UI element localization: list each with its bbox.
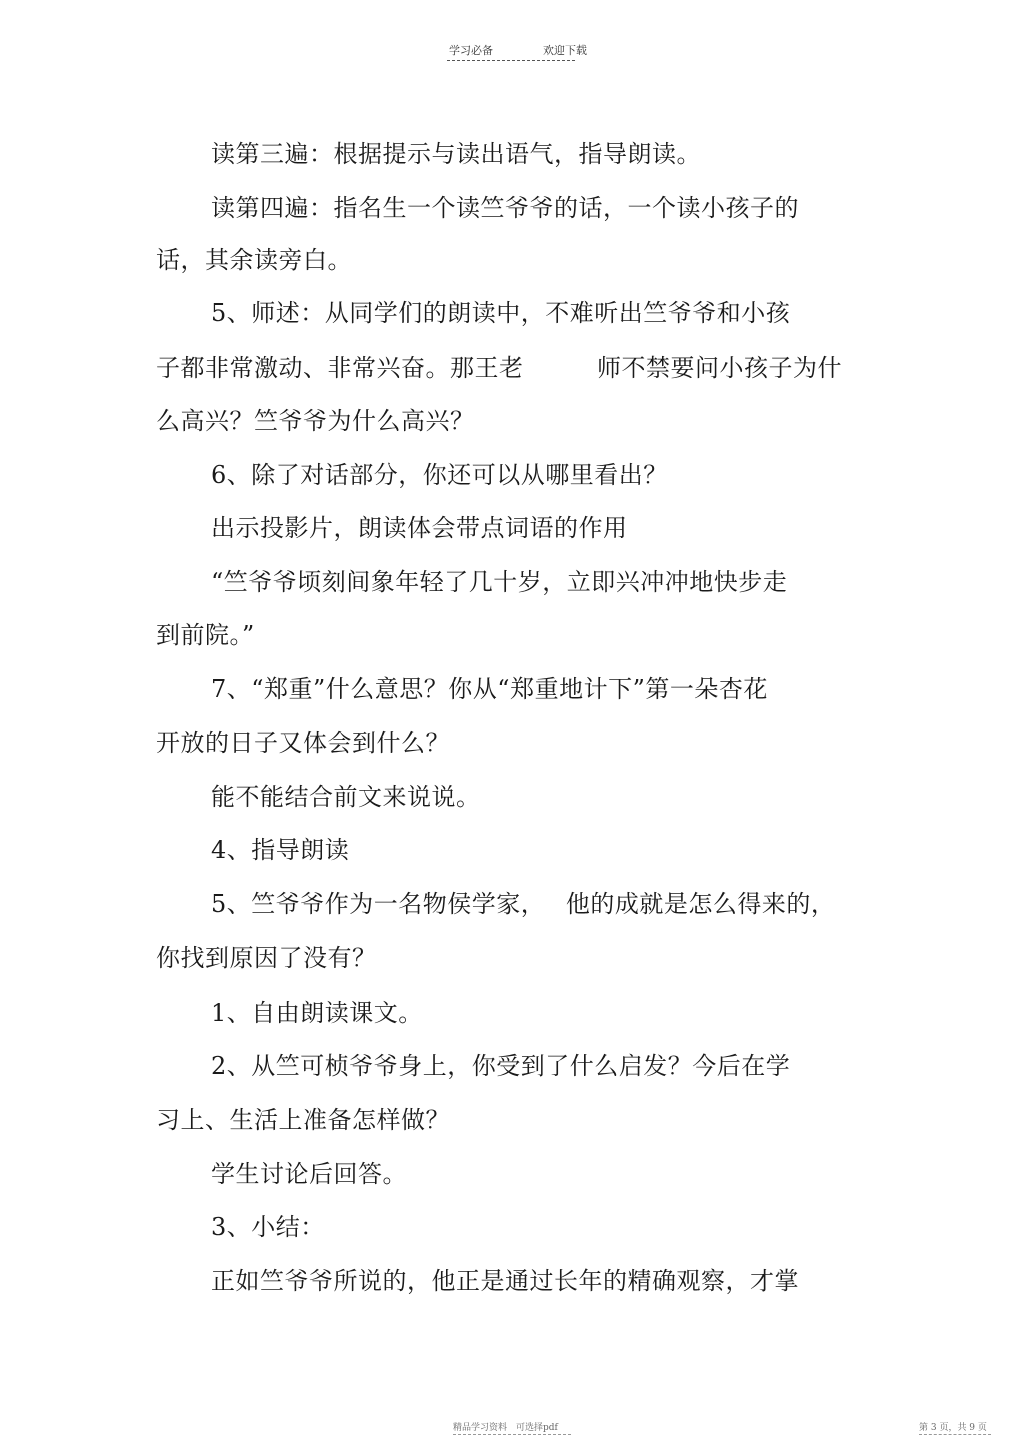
text-line: 1、自由朗读课文。 [211, 999, 423, 1027]
text-line: 习上、生活上准备怎样做？ [156, 1106, 450, 1134]
text-line: 3、小结： [211, 1213, 325, 1241]
text-line: 你找到原因了没有？ [156, 944, 377, 972]
text-line: 学生讨论后回答。 [211, 1160, 407, 1188]
text-line: 出示投影片，朗读体会带点词语的作用 [211, 514, 628, 542]
footer-left-divider [453, 1434, 571, 1435]
text-line: “竺爷爷顷刻间象年轻了几十岁，立即兴冲冲地快步走 [211, 568, 788, 596]
header-left-text: 学习必备 [449, 44, 493, 57]
text-line: 2、从竺可桢爷爷身上，你受到了什么启发？今后在学 [211, 1052, 791, 1080]
text-line: 读第四遍：指名生一个读竺爷爷的话，一个读小孩子的 [211, 194, 799, 222]
footer-left-text: 精品学习资料 可选择pdf [453, 1423, 558, 1433]
header-divider [447, 60, 575, 61]
footer-right-divider [919, 1434, 991, 1435]
text-line: 7、“郑重”什么意思？你从“郑重地计下”第一朵杏花 [211, 675, 768, 703]
page-header [449, 42, 587, 58]
text-line: 到前院。” [156, 621, 255, 649]
header-right-text: 欢迎下载 [543, 44, 587, 57]
text-line: 5、师述：从同学们的朗读中，不难听出竺爷爷和小孩 [211, 299, 791, 327]
text-line: 4、指导朗读 [211, 836, 350, 864]
text-line: 正如竺爷爷所说的，他正是通过长年的精确观察，才掌 [211, 1267, 799, 1295]
text-line: 读第三遍：根据提示与读出语气，指导朗读。 [211, 140, 701, 168]
text-line: 开放的日子又体会到什么？ [156, 729, 450, 757]
text-line: 话，其余读旁白。 [156, 246, 352, 274]
text-line: 5、竺爷爷作为一名物侯学家， 他的成就是怎么得来的， [211, 890, 836, 918]
text-line: 6、除了对话部分，你还可以从哪里看出？ [211, 461, 668, 489]
text-line: 么高兴？竺爷爷为什么高兴？ [156, 407, 475, 435]
text-line: 能不能结合前文来说说。 [211, 783, 481, 811]
text-line: 子都非常激动、非常兴奋。那王老 师不禁要问小孩子为什 [156, 354, 842, 382]
footer-page-number: 第 3 页，共 9 页 [919, 1423, 987, 1433]
